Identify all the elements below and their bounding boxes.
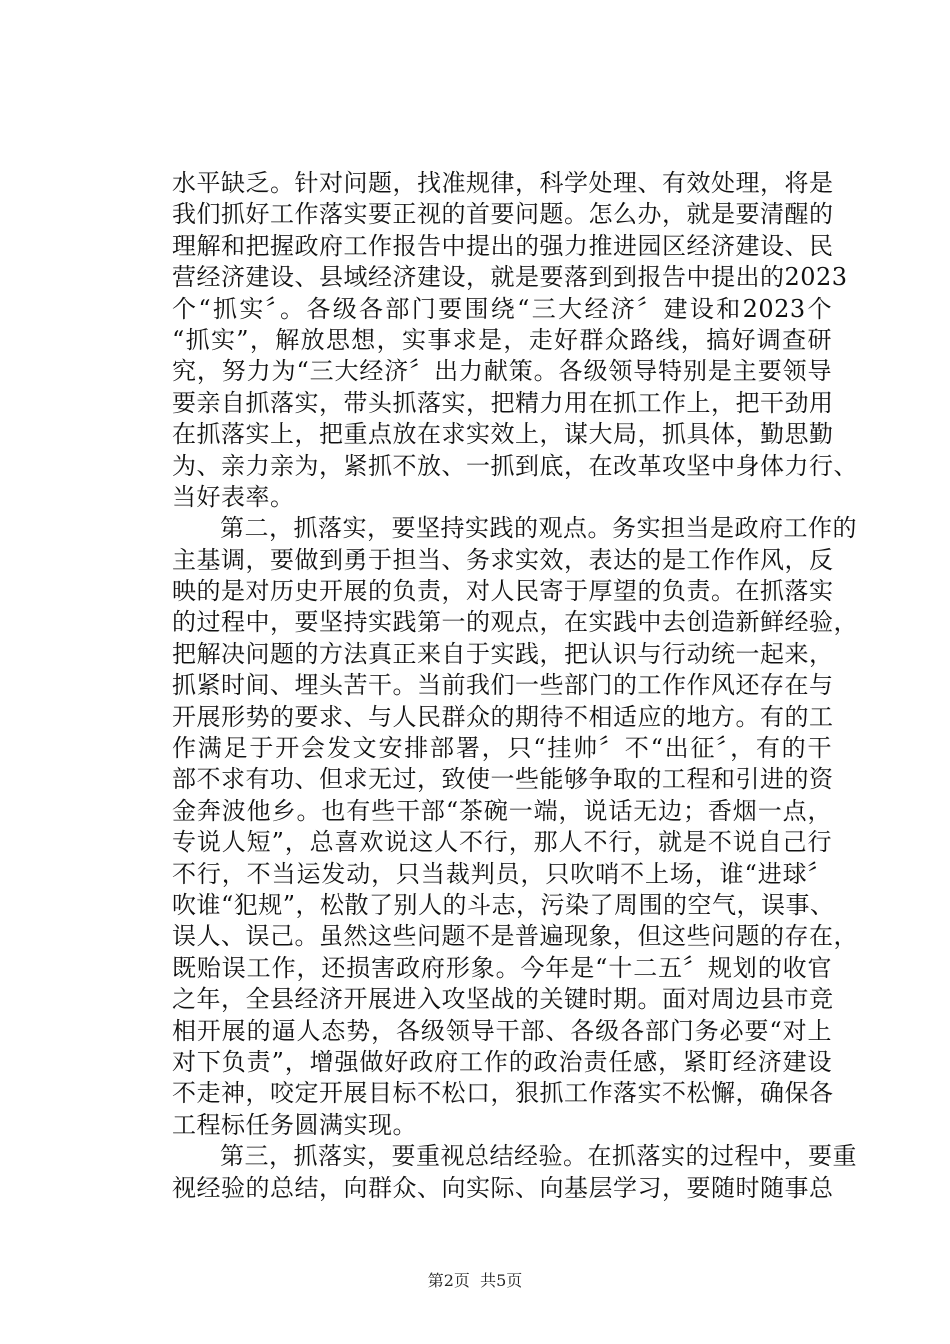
text-line: 吹谁“犯规”，松散了别人的斗志，污染了周围的空气，误事、 xyxy=(172,890,835,919)
text-line: 映的是对历史开展的负责，对人民寄于厚望的负责。在抓落实 xyxy=(172,577,834,606)
text-line: 金奔波他乡。也有些干部“茶碗一端，说话无边；香烟一点， xyxy=(172,796,832,825)
text-line: 作满足于开会发文安排部署，只“挂帅〞不“出征〞，有的干 xyxy=(172,734,832,763)
text-line: 在抓落实上，把重点放在求实效上，谋大局，抓具体，勤思勤 xyxy=(172,420,834,449)
text-line: 为、亲力亲为，紧抓不放、一抓到底，在改革攻坚中身体力行、 xyxy=(172,451,858,480)
text-line: 不走神，咬定开展目标不松口，狠抓工作落实不松懈，确保各 xyxy=(172,1079,834,1108)
text-line: 专说人短”，总喜欢说这人不行，那人不行，就是不说自己行 xyxy=(172,828,832,857)
text-line: 开展形势的要求、与人民群众的期待不相适应的地方。有的工 xyxy=(172,702,834,731)
text-line: 理解和把握政府工作报告中提出的强力推进园区经济建设、民 xyxy=(172,231,834,260)
text-line: 之年，全县经济开展进入攻坚战的关键时期。面对周边县市竞 xyxy=(172,985,834,1014)
text-line: 主基调，要做到勇于担当、务求实效，表达的是工作作风，反 xyxy=(172,545,834,574)
text-line: 的过程中，要坚持实践第一的观点，在实践中去创造新鲜经验， xyxy=(172,608,858,637)
text-line: 工程标任务圆满实现。 xyxy=(172,1110,417,1139)
text-line: 水平缺乏。针对问题，找准规律，科学处理、有效处理，将是 xyxy=(172,169,834,197)
text-line: 究，努力为“三大经济〞出力献策。各级领导特别是主要领导 xyxy=(172,357,832,386)
text-line: 把解决问题的方法真正来自于实践，把认识与行动统一起来， xyxy=(172,639,834,668)
text-line: “抓实”，解放思想，实事求是，走好群众路线，搞好调查研 xyxy=(172,325,832,354)
text-line: 相开展的逼人态势，各级领导干部、各级各部门务必要“对上 xyxy=(172,1016,832,1045)
body-text xyxy=(172,168,858,1204)
text-line: 抓紧时间、埋头苦干。当前我们一些部门的工作作风还存在与 xyxy=(172,671,834,700)
text-line: 个“抓实〞。各级各部门要围绕“三大经济〞建设和2023个 xyxy=(172,294,832,323)
text-line: 误人、误己。虽然这些问题不是普遍现象，但这些问题的存在， xyxy=(172,922,858,951)
text-line: 营经济建设、县域经济建设，就是要落到到报告中提出的2023 xyxy=(172,263,848,292)
text-line: 我们抓好工作落实要正视的首要问题。怎么办，就是要清醒的 xyxy=(172,200,834,229)
text-line: 当好表率。 xyxy=(172,482,295,511)
text-line: 不行，不当运发动，只当裁判员，只吹哨不上场，谁“进球〞 xyxy=(172,859,832,888)
paragraph-start-line: 第二，抓落实，要坚持实践的观点。务实担当是政府工作的 xyxy=(220,514,857,543)
page-number: 第2页 共5页 xyxy=(427,1271,523,1290)
text-line: 部不求有功、但求无过，致使一些能够争取的工程和引进的资 xyxy=(172,765,834,794)
text-line: 对下负责”，增强做好政府工作的政治责任感，紧盯经济建设 xyxy=(172,1047,832,1076)
text-line: 既贻误工作，还损害政府形象。今年是“十二五〞规划的收官 xyxy=(172,953,832,982)
text-line: 要亲自抓落实，带头抓落实，把精力用在抓工作上，把干劲用 xyxy=(172,388,834,417)
page-footer xyxy=(0,1268,950,1291)
text-line: 视经验的总结，向群众、向实际、向基层学习，要随时随事总 xyxy=(172,1173,834,1202)
paragraph-start-line: 第三，抓落实，要重视总结经验。在抓落实的过程中，要重 xyxy=(220,1142,857,1171)
